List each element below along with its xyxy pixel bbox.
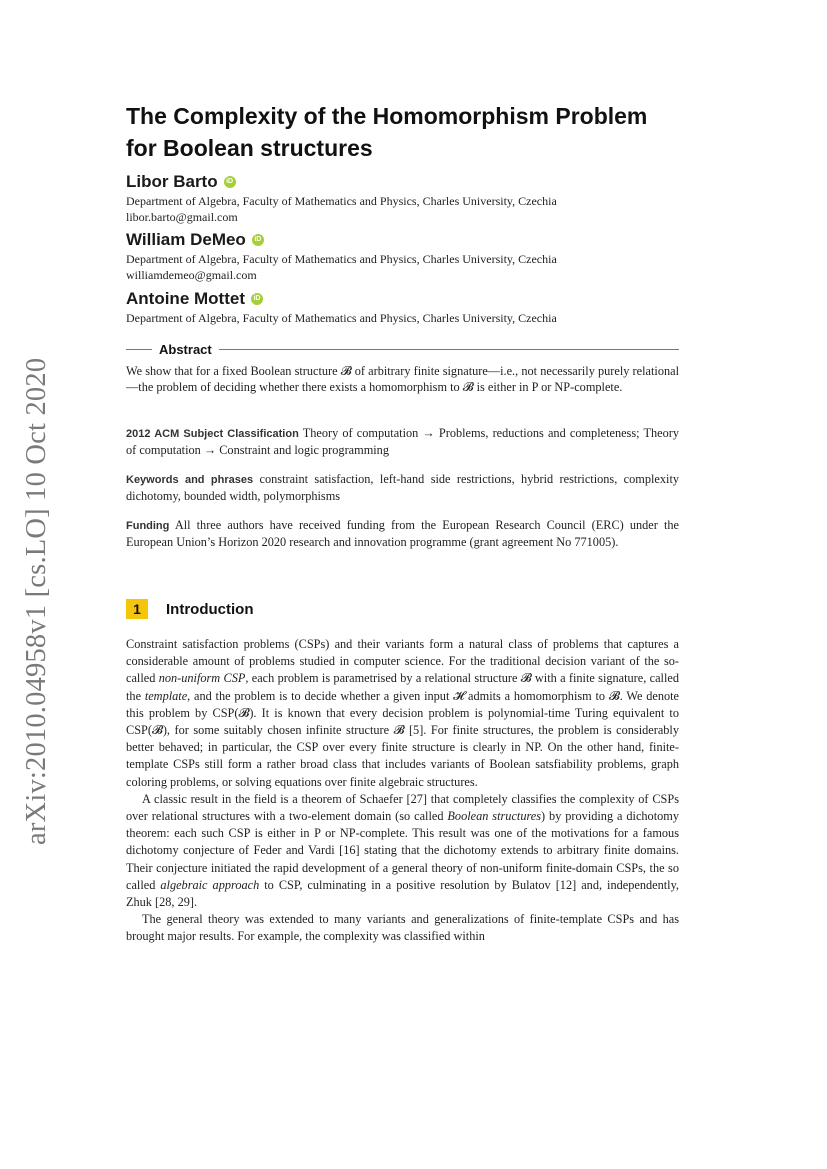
section-number: 1 [126,599,148,619]
abstract-text: We show that for a fixed Boolean structure 𝓑 of arbitrary finite signature—i.e., not necessarily purely relational—the problem of deciding whether there exists a homomorphism to 𝓑 is either in P or NP-complete. [126,364,679,395]
keywords-label: Keywords and phrases [126,474,254,486]
author-email[interactable]: libor.barto@gmail.com [126,210,238,224]
emphasis: template [144,688,188,703]
emphasis: non-uniform CSP [158,671,246,686]
abstract-heading [126,340,679,358]
author-affiliation: Department of Algebra, Faculty of Mathematics and Physics, Charles University, Czechia [126,194,557,208]
orcid-icon[interactable]: iD [224,176,236,188]
text-run: A classic result in the field is a theorem of Schaefer [27] that completely classifies the complexity of CSPs over relational structures with a two-element domain (so called [126,791,679,824]
funding-label: Funding [126,520,170,532]
text-run: , each problem is parametrised by a relational structure 𝓑 with a finite signature, called the [126,671,679,703]
author-name: Libor Barto [126,172,218,191]
paragraph-3: The general theory was extended to many variants and generalizations of finite-template CSPs and has brought major results. For example, the complexity was classified within [126,912,679,944]
text-run: , and the problem is to decide whether a given input 𝓗 admits a homomorphism to 𝓑. We denote this problem by CSP(𝓑). It is known that every decision problem is polynomial-time Turing equivalent to CSP(𝓑), for some suitably chosen infinite structure 𝓑 [5]. For finite structures, the problem is considerably better behaved; in particular, the CSP over every finite structure is clearly in NP. On the other hand, finite-template CSPs still form a rather broad class that includes variants of Boolean satsfiability problems, graph coloring problems, or solving equations over finite algebraic structures. [126,688,679,789]
paper-title [126,100,706,164]
author-name: William DeMeo [126,230,246,249]
author-email[interactable]: williamdemeo@gmail.com [126,268,257,282]
paragraph-1 [126,636,679,791]
author-name: Antoine Mottet [126,289,245,308]
abstract-rule-left [126,349,152,350]
orcid-icon[interactable]: iD [251,293,263,305]
acm-label: 2012 ACM Subject Classification [126,428,299,440]
acm-text: Theory of computation → Problems, reductions and completeness; Theory of computation → Constraint and logic programming [126,426,679,458]
section-title: Introduction [166,600,254,618]
funding-text: All three authors have received funding from the European Research Council (ERC) under the European Union’s Horizon 2020 research and innovation programme (grant agreement No 771005). [126,518,679,550]
title-line-2: for Boolean structures [126,135,373,161]
abstract-rule-right [219,349,679,350]
author-block-2 [126,229,686,283]
paragraph-2 [126,791,679,911]
author-block-3 [126,288,686,326]
author-block-1 [126,171,686,225]
text-run: ) by providing a dichotomy theorem: each such CSP is either in P or NP-complete. This result was one of the motivations for a famous dichotomy conjecture of Feder and Vardi [16] stating that the dichotomy extends to arbitrary finite domains. Their conjecture initiated the rapid development of a general theory of non-uniform finite-domain CSPs, the so called [126,809,679,892]
acm-classification [126,425,679,459]
abstract-label: Abstract [159,341,212,357]
title-line-1: The Complexity of the Homomorphism Problem [126,103,648,129]
keywords-text: constraint satisfaction, left-hand side restrictions, hybrid restrictions, complexity dichotomy, bounded width, polymorphisms [126,472,680,504]
emphasis: algebraic approach [160,877,260,892]
keywords [126,471,679,505]
arxiv-side-stamp: arXiv:2010.04958v1 [cs.LO] 10 Oct 2020 [21,357,52,845]
section-heading [126,598,253,620]
author-affiliation: Department of Algebra, Faculty of Mathematics and Physics, Charles University, Czechia [126,311,557,325]
text-run: to CSP, culminating in a positive resolution by Bulatov [12] and, independently, Zhuk [28, 29]. [126,877,679,910]
funding [126,517,679,551]
orcid-icon[interactable]: iD [252,234,264,246]
section-body [126,636,679,946]
emphasis: Boolean structures [447,809,542,824]
text-run: Constraint satisfaction problems (CSPs) and their variants form a natural class of problems that captures a considerable amount of problems studied in computer science. For the traditional decision variant of the so-called [126,637,679,686]
author-affiliation: Department of Algebra, Faculty of Mathematics and Physics, Charles University, Czechia [126,252,557,266]
